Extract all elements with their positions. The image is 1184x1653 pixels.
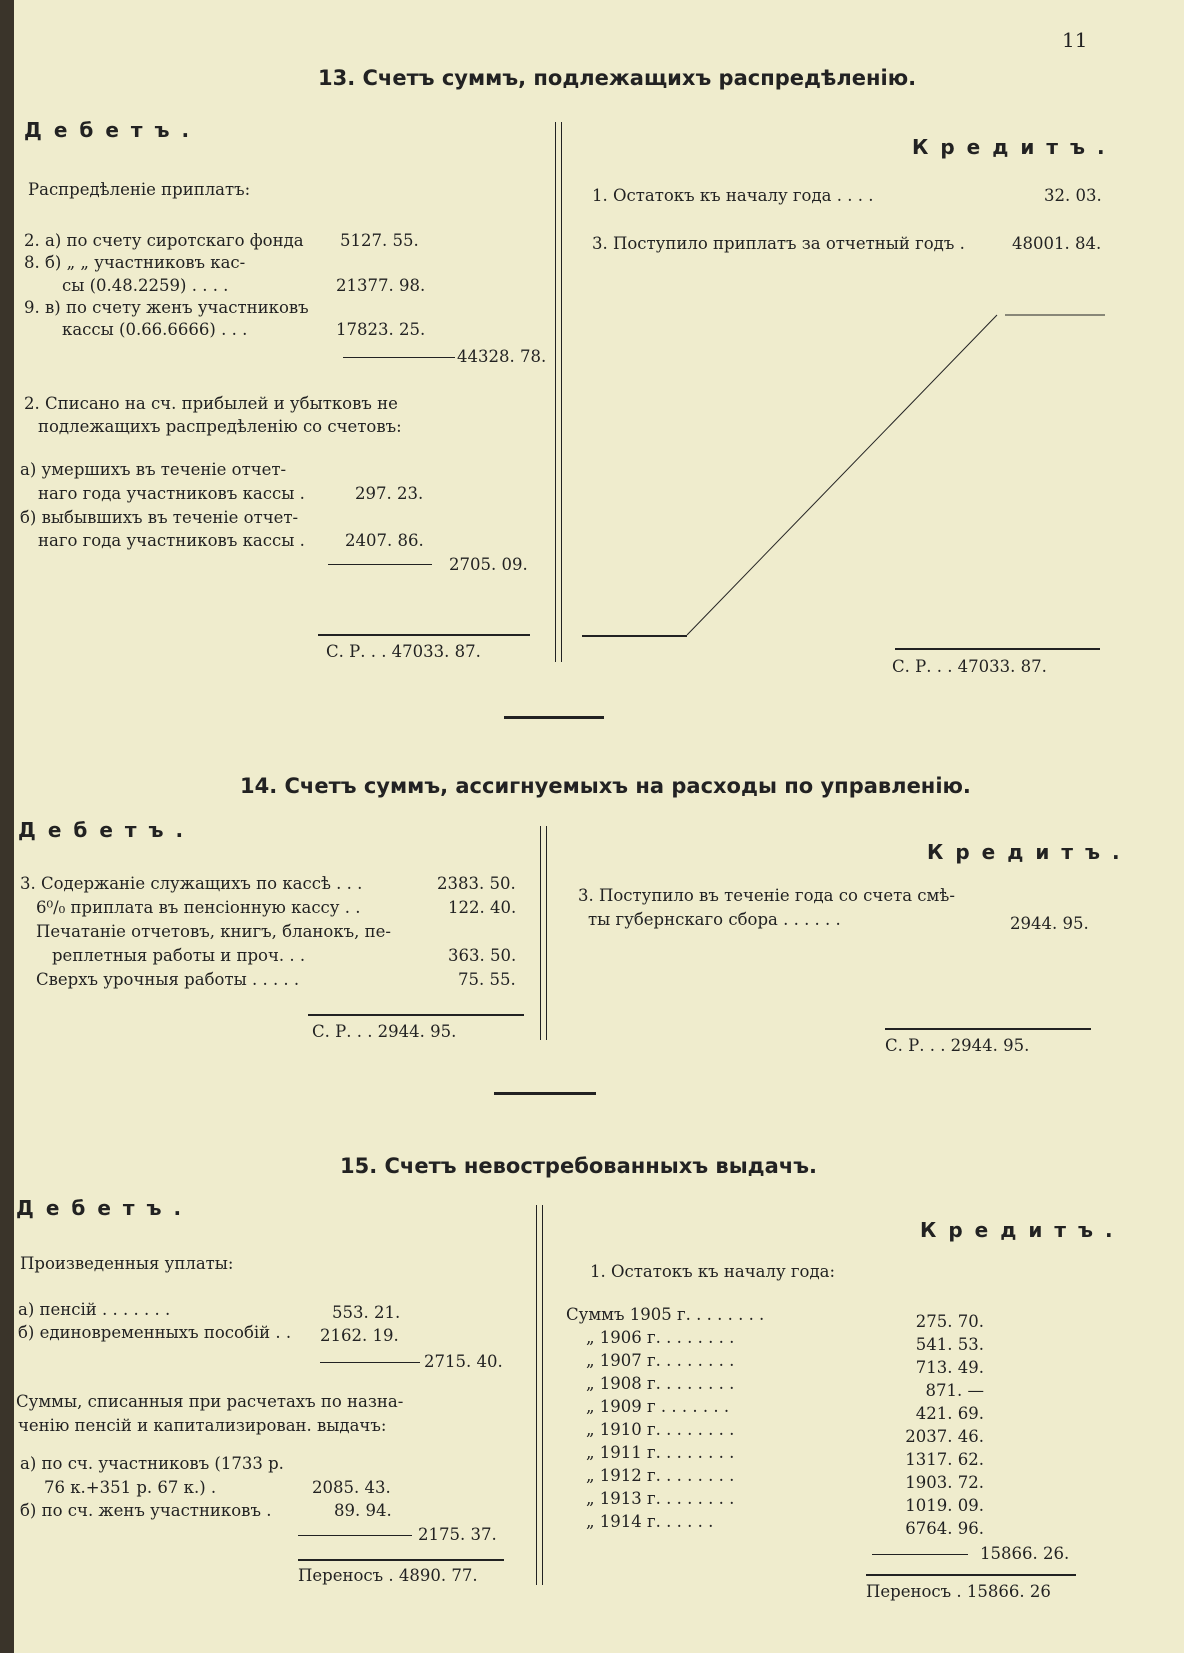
total-rule bbox=[866, 1574, 1076, 1576]
total-rule bbox=[298, 1559, 504, 1561]
s15-debet-heading: Произведенныя уплаты: bbox=[20, 1254, 234, 1273]
year-row-value: 275. 70. bbox=[915, 1312, 984, 1331]
year-row-label: Суммъ 1905 г. . . . . . . . bbox=[566, 1305, 765, 1324]
s15-row-value: 553. 21. bbox=[332, 1303, 401, 1322]
s14-credit-row: ты губернскаго сбора . . . . . . bbox=[588, 910, 841, 929]
s13-debet-total: С. Р. . . 47033. 87. bbox=[326, 642, 481, 661]
s13-paragraph: подлежащихъ распредѣленію со счетовъ: bbox=[38, 417, 402, 436]
year-row-label: „ 1910 г. . . . . . . . bbox=[586, 1420, 735, 1439]
s13-credit-label: Кредитъ. bbox=[912, 135, 1117, 159]
section-separator bbox=[494, 1092, 596, 1095]
s13-subtotal: 2705. 09. bbox=[449, 555, 528, 574]
s14-divider-line bbox=[540, 826, 541, 1040]
s15-subtotal: 2715. 40. bbox=[424, 1352, 503, 1371]
s13-divider-line bbox=[561, 122, 562, 662]
s13-debet-label: Дебетъ. bbox=[24, 118, 202, 142]
s15-row-label: а) по сч. участниковъ (1733 р. bbox=[20, 1454, 284, 1473]
s14-debet-label: Дебетъ. bbox=[18, 818, 196, 842]
s13-debet-heading: Распредѣленіе приплатъ: bbox=[28, 180, 251, 199]
s13-row-value: 21377. 98. bbox=[336, 276, 426, 295]
year-row-label: „ 1911 г. . . . . . . . bbox=[586, 1443, 735, 1462]
s13-row-label: б) выбывшихъ въ теченіе отчет- bbox=[20, 508, 299, 527]
s15-credit-label: Кредитъ. bbox=[920, 1218, 1125, 1242]
year-row-value: 871. — bbox=[925, 1381, 984, 1400]
s15-row-label: 76 к.+351 р. 67 к.) . bbox=[44, 1478, 217, 1497]
subtotal-rule bbox=[328, 564, 432, 565]
section-15-title: 15. Счетъ невостребованныхъ выдачъ. bbox=[340, 1154, 817, 1178]
s14-credit-total: С. Р. . . 2944. 95. bbox=[885, 1036, 1030, 1055]
s14-row-label: Печатаніе отчетовъ, книгъ, бланокъ, пе- bbox=[36, 922, 391, 941]
s15-credit-subtotal: 15866. 26. bbox=[980, 1544, 1070, 1563]
s15-subtotal: 2175. 37. bbox=[418, 1525, 497, 1544]
s13-row-value: 5127. 55. bbox=[340, 231, 419, 250]
s13-row-label: а) умершихъ въ теченіе отчет- bbox=[20, 460, 287, 479]
s15-row-value: 89. 94. bbox=[334, 1501, 392, 1520]
s15-row-value: 2085. 43. bbox=[312, 1478, 391, 1497]
s14-row-value: 75. 55. bbox=[458, 970, 516, 989]
year-row-value: 421. 69. bbox=[915, 1404, 984, 1423]
s13-credit-value: 48001. 84. bbox=[1012, 234, 1102, 253]
year-row-value: 1019. 09. bbox=[905, 1496, 984, 1515]
total-rule bbox=[895, 648, 1100, 650]
subtotal-rule bbox=[298, 1535, 412, 1536]
s14-row-label: Сверхъ урочныя работы . . . . . bbox=[36, 970, 300, 989]
s14-row-label: 3. Содержаніе служащихъ по кассѣ . . . bbox=[20, 874, 363, 893]
s13-credit-value: 32. 03. bbox=[1044, 186, 1102, 205]
year-row-label: „ 1907 г. . . . . . . . bbox=[586, 1351, 735, 1370]
s14-row-label: 6⁰/₀ приплата въ пенсіонную кассу . . bbox=[36, 898, 361, 917]
year-row-label: „ 1906 г. . . . . . . . bbox=[586, 1328, 735, 1347]
s13-paragraph: 2. Списано на сч. прибылей и убытковъ не bbox=[24, 394, 398, 413]
s13-row-label: 9. в) по счету женъ участниковъ bbox=[24, 298, 309, 317]
s15-divider-line bbox=[542, 1205, 543, 1585]
s13-row-label: наго года участниковъ кассы . bbox=[38, 484, 305, 503]
page-number: 11 bbox=[1062, 28, 1088, 52]
s14-row-value: 122. 40. bbox=[448, 898, 517, 917]
subtotal-rule bbox=[320, 1362, 420, 1363]
total-rule bbox=[885, 1028, 1091, 1030]
year-row-label: „ 1909 г . . . . . . . bbox=[586, 1397, 730, 1416]
s15-row-label: б) по сч. женъ участниковъ . bbox=[20, 1501, 272, 1520]
s13-row-label: 8. б) „ „ участниковъ кас- bbox=[24, 253, 246, 272]
total-rule bbox=[318, 634, 530, 636]
s15-paragraph: Суммы, списанныя при расчетахъ по назна- bbox=[16, 1392, 404, 1411]
year-row-label: „ 1913 г. . . . . . . . bbox=[586, 1489, 735, 1508]
s15-debet-total: Переносъ . 4890. 77. bbox=[298, 1566, 478, 1585]
year-row-label: „ 1912 г. . . . . . . . bbox=[586, 1466, 735, 1485]
subtotal-rule bbox=[872, 1554, 968, 1555]
year-row-value: 2037. 46. bbox=[905, 1427, 984, 1446]
s13-row-label: наго года участниковъ кассы . bbox=[38, 531, 305, 550]
year-row-value: 541. 53. bbox=[915, 1335, 984, 1354]
s13-credit-cancel-line bbox=[580, 310, 1110, 640]
s13-credit-total: С. Р. . . 47033. 87. bbox=[892, 657, 1047, 676]
year-row-label: „ 1914 г. . . . . . bbox=[586, 1512, 714, 1531]
s13-credit-row: 1. Остатокъ къ началу года . . . . bbox=[592, 186, 874, 205]
section-13-title: 13. Счетъ суммъ, подлежащихъ распредѣленію. bbox=[318, 66, 917, 90]
section-14-title: 14. Счетъ суммъ, ассигнуемыхъ на расходы по управленію. bbox=[240, 774, 971, 798]
s15-credit-heading: 1. Остатокъ къ началу года: bbox=[590, 1262, 836, 1281]
s13-row-value: 17823. 25. bbox=[336, 320, 426, 339]
s15-row-label: б) единовременныхъ пособій . . bbox=[18, 1323, 292, 1342]
s13-row-label: 2. а) по счету сиротскаго фонда bbox=[24, 231, 304, 250]
year-row-value: 6764. 96. bbox=[905, 1519, 984, 1538]
year-row-value: 713. 49. bbox=[915, 1358, 984, 1377]
year-row-label: „ 1908 г. . . . . . . . bbox=[586, 1374, 735, 1393]
s13-row-label: кассы (0.66.6666) . . . bbox=[62, 320, 248, 339]
s14-row-label: реплетныя работы и проч. . . bbox=[52, 946, 306, 965]
s13-subtotal: 44328. 78. bbox=[457, 347, 547, 366]
s14-credit-label: Кредитъ. bbox=[927, 840, 1132, 864]
subtotal-rule bbox=[343, 357, 455, 358]
s14-row-value: 363. 50. bbox=[448, 946, 517, 965]
s13-credit-row: 3. Поступило приплатъ за отчетный годъ . bbox=[592, 234, 965, 253]
s14-divider-line bbox=[546, 826, 547, 1040]
s14-credit-value: 2944. 95. bbox=[1010, 914, 1089, 933]
s15-paragraph: ченію пенсій и капитализирован. выдачъ: bbox=[18, 1416, 387, 1435]
s13-row-label: сы (0.48.2259) . . . . bbox=[62, 276, 229, 295]
s15-row-label: а) пенсій . . . . . . . bbox=[18, 1300, 171, 1319]
total-rule bbox=[308, 1014, 524, 1016]
s15-debet-label: Дебетъ. bbox=[16, 1196, 194, 1220]
s15-divider-line bbox=[536, 1205, 537, 1585]
s13-row-value: 2407. 86. bbox=[345, 531, 424, 550]
year-row-value: 1903. 72. bbox=[905, 1473, 984, 1492]
section-separator bbox=[504, 716, 604, 719]
s15-row-value: 2162. 19. bbox=[320, 1326, 399, 1345]
s15-credit-total: Переносъ . 15866. 26 bbox=[866, 1582, 1051, 1601]
s14-debet-total: С. Р. . . 2944. 95. bbox=[312, 1022, 457, 1041]
year-row-value: 1317. 62. bbox=[905, 1450, 984, 1469]
s14-row-value: 2383. 50. bbox=[437, 874, 516, 893]
s14-credit-row: 3. Поступило въ теченіе года со счета смѣ- bbox=[578, 886, 955, 905]
s13-divider-line bbox=[555, 122, 556, 662]
page-binding-edge bbox=[0, 0, 14, 1653]
s13-row-value: 297. 23. bbox=[355, 484, 424, 503]
